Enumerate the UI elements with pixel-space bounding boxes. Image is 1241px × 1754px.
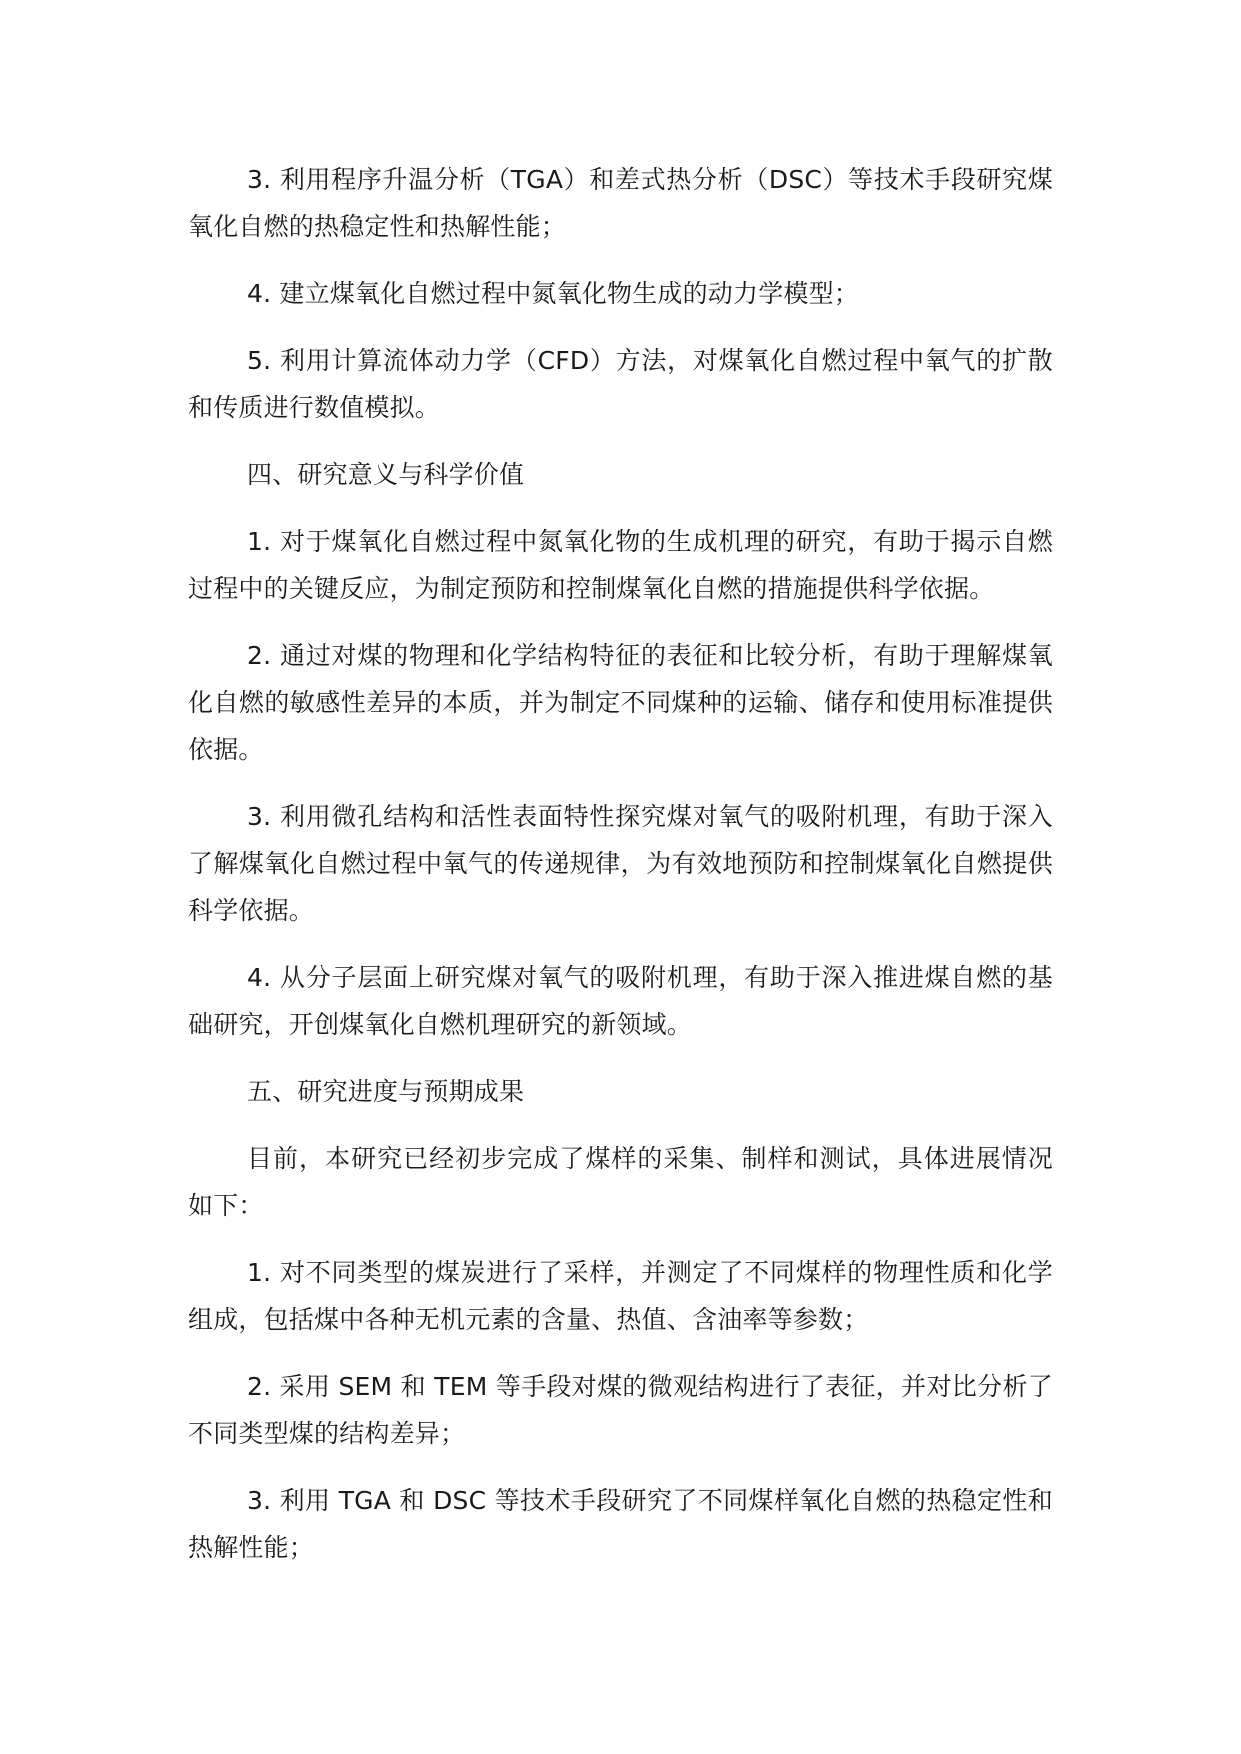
progress-item-3: 3. 利用 TGA 和 DSC 等技术手段研究了不同煤样氧化自燃的热稳定性和热解性能； bbox=[188, 1486, 1053, 1562]
method-item-5: 5. 利用计算流体动力学（CFD）方法，对煤氧化自燃过程中氧气的扩散和传质进行数值模拟。 bbox=[188, 346, 1053, 422]
significance-item-3: 3. 利用微孔结构和活性表面特性探究煤对氧气的吸附机理，有助于深入了解煤氧化自燃过程中氧气的传递规律，为有效地预防和控制煤氧化自燃提供科学依据。 bbox=[188, 802, 1053, 925]
progress-item-1: 1. 对不同类型的煤炭进行了采样，并测定了不同煤样的物理性质和化学组成，包括煤中各种无机元素的含量、热值、含油率等参数； bbox=[188, 1258, 1053, 1334]
significance-item-1: 1. 对于煤氧化自燃过程中氮氧化物的生成机理的研究，有助于揭示自燃过程中的关键反应，为制定预防和控制煤氧化自燃的措施提供科学依据。 bbox=[188, 527, 1053, 603]
document-page bbox=[188, 156, 1053, 1591]
section-heading-progress: 五、研究进度与预期成果 bbox=[247, 1077, 525, 1106]
method-item-4: 4. 建立煤氧化自燃过程中氮氧化物生成的动力学模型； bbox=[247, 279, 860, 308]
section-heading-significance: 四、研究意义与科学价值 bbox=[247, 460, 525, 489]
significance-item-2: 2. 通过对煤的物理和化学结构特征的表征和比较分析，有助于理解煤氧化自燃的敏感性差异的本质，并为制定不同煤种的运输、储存和使用标准提供依据。 bbox=[188, 641, 1053, 764]
progress-intro: 目前，本研究已经初步完成了煤样的采集、制样和测试，具体进展情况如下： bbox=[188, 1144, 1053, 1220]
method-item-3: 3. 利用程序升温分析（TGA）和差式热分析（DSC）等技术手段研究煤氧化自燃的热稳定性和热解性能； bbox=[188, 165, 1053, 241]
significance-item-4: 4. 从分子层面上研究煤对氧气的吸附机理，有助于深入推进煤自燃的基础研究，开创煤氧化自燃机理研究的新领域。 bbox=[188, 963, 1053, 1039]
progress-item-2: 2. 采用 SEM 和 TEM 等手段对煤的微观结构进行了表征，并对比分析了不同类型煤的结构差异； bbox=[188, 1372, 1053, 1448]
